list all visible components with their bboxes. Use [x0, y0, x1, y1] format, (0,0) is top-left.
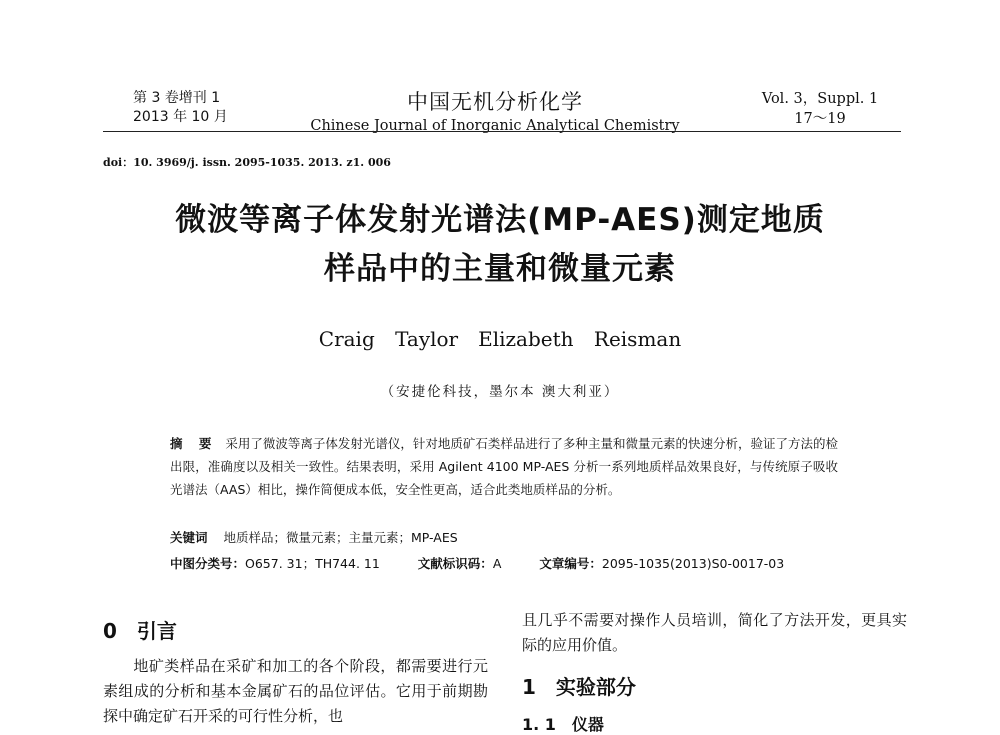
doc-value: A [492, 556, 502, 571]
classification-line [170, 554, 870, 572]
header-left [133, 89, 228, 127]
abstract-text: 采用了微波等离子体发射光谱仪，针对地质矿石类样品进行了多种主量和微量元素的快速分析，验证了方法的检出限，准确度以及相关一致性。结果表明，采用 Agilent 4100 MP-AES 分析一系列地质样品效果良好，与传统原子吸收光谱法（AAS）相比，操作简便成本低，安全性更高，适合此类地质样品的分析。 [170, 436, 838, 497]
journal-title-en: Chinese Journal of Inorganic Analytical Chemistry [310, 118, 680, 134]
keywords-label: 关键词 [170, 530, 208, 545]
header-center [295, 86, 695, 134]
subsection-1-1-title: 仪器 [571, 715, 604, 734]
date-cn: 2013 年 10 月 [133, 109, 228, 125]
section-0-paragraph [103, 654, 488, 729]
section-1-number: 1 [522, 675, 536, 699]
clc-label: 中图分类号： [170, 556, 246, 571]
subsection-1-1-heading [522, 712, 604, 735]
art-label: 文章编号： [539, 556, 602, 571]
article-number [539, 556, 784, 571]
affiliation: （安捷伦科技，墨尔本 澳大利亚） [380, 384, 620, 400]
right-column-paragraph: 且几乎不需要对操作人员培训，简化了方法开发，更具实际的应用价值。 [522, 611, 907, 654]
clc-value: O657. 31；TH744. 11 [245, 556, 380, 571]
section-0-number: 0 [103, 619, 117, 643]
section-0-title: 引言 [136, 619, 177, 643]
section-0-text: 地矿类样品在采矿和加工的各个阶段，都需要进行元素组成的分析和基本金属矿石的品位评估。它用于前期勘探中确定矿石开采的可行性分析，也 [103, 657, 488, 725]
doc-label: 文献标识码： [417, 556, 493, 571]
keywords [170, 528, 458, 546]
doi: doi：10. 3969/j. issn. 2095-1035. 2013. z1. 006 [103, 156, 391, 169]
section-1-heading [522, 671, 636, 700]
page-range: 17～19 [794, 111, 846, 127]
header-rule [103, 131, 901, 132]
clc-number [170, 556, 380, 571]
article-title [100, 196, 900, 294]
abstract [170, 432, 838, 501]
subsection-1-1-number: 1. 1 [522, 715, 556, 734]
abstract-label: 摘 要 [170, 436, 218, 451]
document-code [418, 556, 502, 571]
title-line-1: 微波等离子体发射光谱法(MP-AES)测定地质 [175, 202, 825, 238]
section-1-title: 实验部分 [555, 675, 636, 699]
journal-title-cn: 中国无机分析化学 [407, 90, 583, 114]
art-value: 2095-1035(2013)S0-0017-03 [601, 556, 785, 571]
title-line-2: 样品中的主量和微量元素 [324, 251, 676, 287]
header-right [752, 89, 888, 129]
section-0-heading [103, 615, 177, 644]
volume-en: Vol. 3，Suppl. 1 [761, 91, 879, 107]
volume-cn: 第 3 卷增刊 1 [133, 90, 221, 106]
keywords-text: 地质样品；微量元素；主量元素；MP-AES [223, 530, 458, 545]
authors: Craig Taylor Elizabeth Reisman [318, 327, 682, 351]
